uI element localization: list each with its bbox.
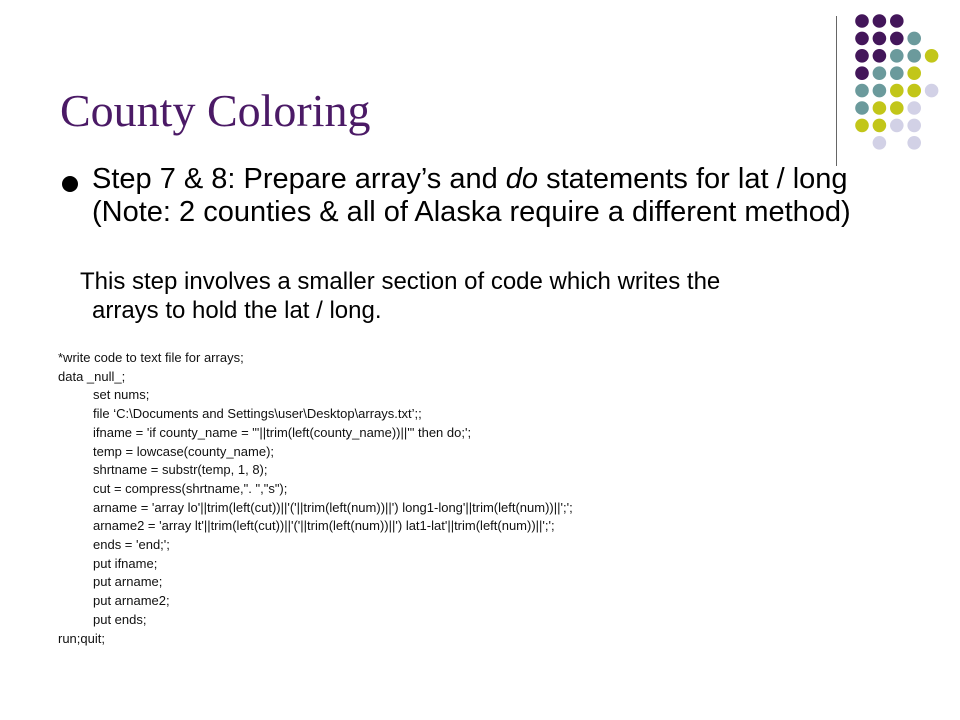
decor-dot-yellow (890, 101, 904, 115)
code-line: cut = compress(shrtname,". ","s"); (93, 480, 288, 496)
decor-dot-purple (855, 14, 869, 28)
decor-dot-purple (873, 49, 887, 63)
decor-dot-lavender (873, 136, 887, 150)
code-line: run;quit; (58, 630, 105, 646)
decor-dot-yellow (907, 84, 921, 98)
code-line: ends = 'end;'; (93, 537, 170, 553)
code-line: file ‘C:\Documents and Settings\user\Desktop\arrays.txt’;; (93, 406, 422, 422)
decor-dot-teal (855, 84, 869, 98)
decor-dot-purple (873, 32, 887, 46)
decor-dot-teal (855, 101, 869, 115)
step-description-line-1: This step involves a smaller section of code which writes the (80, 268, 721, 295)
decor-dot-yellow (873, 101, 887, 115)
code-line: ifname = 'if county_name = "'||trim(left(county_name))||'" then do;'; (93, 424, 472, 440)
decor-dot-yellow (907, 66, 921, 80)
decor-dot-lavender (907, 101, 921, 115)
decor-dot-yellow (855, 119, 869, 133)
decor-dot-purple (855, 49, 869, 63)
decor-dot-yellow (890, 84, 904, 98)
decor-dot-teal (873, 84, 887, 98)
code-line: data _null_; (58, 368, 126, 384)
step-description-line-2: arrays to hold the lat / long. (92, 297, 382, 324)
slide-title: County Coloring (60, 85, 371, 136)
step-text-post: statements for lat / long (Note: 2 counties & all of Alaska require a different method) (92, 163, 851, 228)
decor-dot-teal (873, 66, 887, 80)
code-block (58, 349, 858, 648)
decor-dot-yellow (925, 49, 939, 63)
step-description (80, 267, 880, 325)
decor-dot-teal (890, 66, 904, 80)
code-line: set nums; (93, 387, 150, 403)
decor-dot-lavender (907, 119, 921, 133)
decor-dot-purple (890, 32, 904, 46)
code-line: put arname2; (93, 593, 170, 609)
code-line: arname2 = 'array lt'||trim(left(cut))||'('||trim(left(num))||') lat1-lat'||trim(left(num))||';'; (93, 518, 555, 534)
code-line: put ends; (93, 611, 147, 627)
code-line: arname = 'array lo'||trim(left(cut))||'('||trim(left(num))||') long1-long'||trim(left(num))||';'; (93, 499, 573, 515)
decor-dot-lavender (890, 119, 904, 133)
step-text-italic: do (505, 163, 539, 195)
step-text (92, 163, 892, 229)
decor-dot-purple (873, 14, 887, 28)
decor-dot-teal (890, 49, 904, 63)
decor-dot-teal (907, 32, 921, 46)
code-line: shrtname = substr(temp, 1, 8); (93, 462, 268, 478)
decor-dot-purple (890, 14, 904, 28)
decor-dot-teal (907, 49, 921, 63)
decor-dot-lavender (907, 136, 921, 150)
bullet-icon (62, 176, 78, 192)
code-line: temp = lowcase(county_name); (93, 443, 275, 459)
step-text-pre: Step 7 & 8: Prepare array’s and (92, 163, 506, 195)
decorative-divider (836, 16, 837, 166)
code-line: put arname; (93, 574, 163, 590)
code-line: *write code to text file for arrays; (58, 350, 244, 365)
decor-dot-lavender (925, 84, 939, 98)
code-line: put ifname; (93, 555, 158, 571)
decor-dot-purple (855, 66, 869, 80)
decor-dot-yellow (873, 119, 887, 133)
decor-dot-purple (855, 32, 869, 46)
